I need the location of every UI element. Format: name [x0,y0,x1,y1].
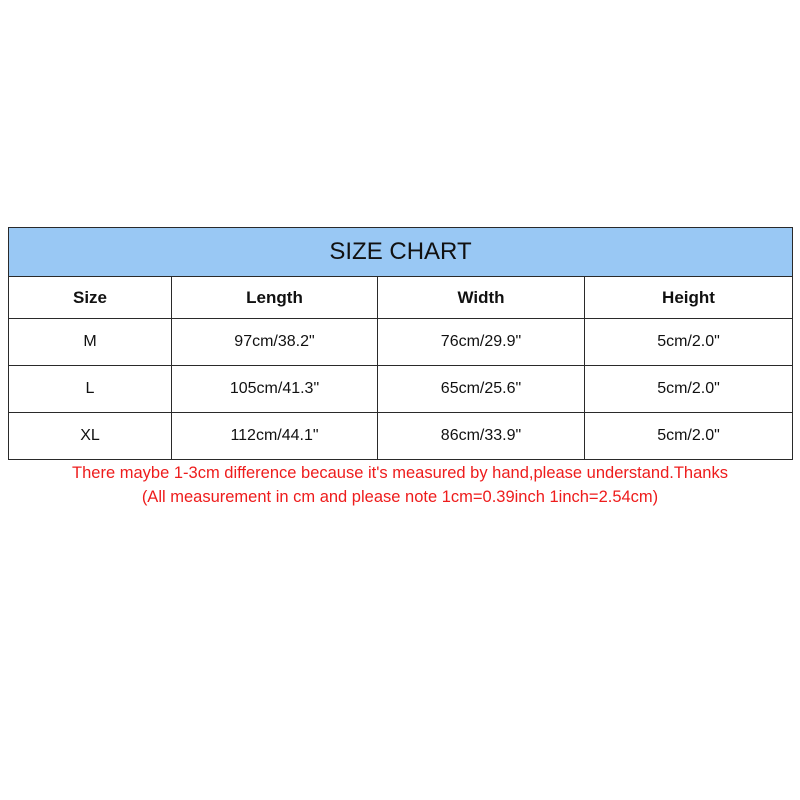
cell-length: 112cm/44.1" [172,413,378,460]
cell-width: 76cm/29.9" [378,319,585,366]
chart-title: SIZE CHART [9,228,793,277]
column-header-height: Height [585,277,793,319]
cell-size: L [9,366,172,413]
column-header-size: Size [9,277,172,319]
measurement-notes [0,461,800,509]
column-header-length: Length [172,277,378,319]
cell-width: 65cm/25.6" [378,366,585,413]
table-row [9,413,793,460]
cell-width: 86cm/33.9" [378,413,585,460]
cell-height: 5cm/2.0" [585,413,793,460]
cell-height: 5cm/2.0" [585,366,793,413]
cell-length: 97cm/38.2" [172,319,378,366]
note-conversion: (All measurement in cm and please note 1cm=0.39inch 1inch=2.54cm) [141,488,659,506]
cell-size: M [9,319,172,366]
table-row [9,366,793,413]
column-header-width: Width [378,277,585,319]
note-difference: There maybe 1-3cm difference because it's measured by hand,please understand.Thanks [72,464,728,482]
header-row [9,277,793,319]
cell-length: 105cm/41.3" [172,366,378,413]
cell-height: 5cm/2.0" [585,319,793,366]
size-chart [8,227,792,460]
cell-size: XL [9,413,172,460]
table-row [9,319,793,366]
size-table [8,227,793,460]
title-row [9,228,793,277]
